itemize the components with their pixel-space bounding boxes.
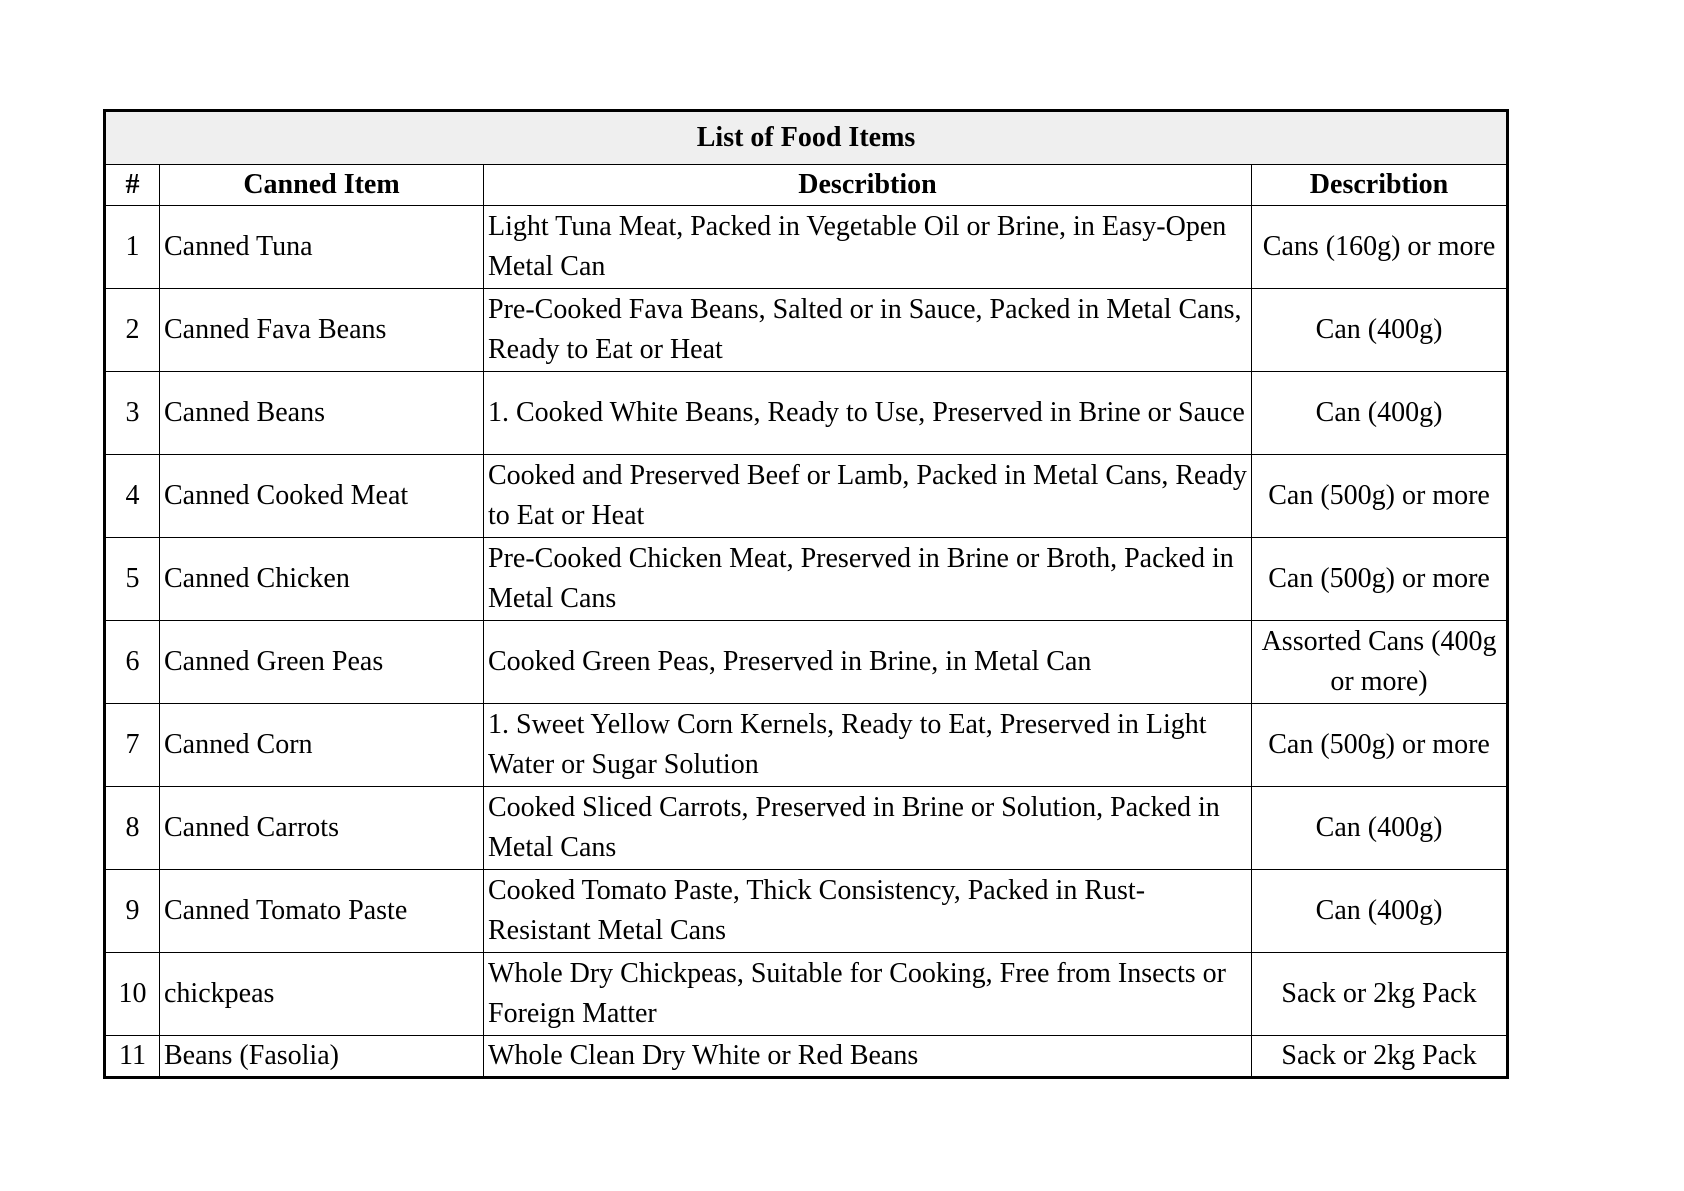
item-description: Pre-Cooked Fava Beans, Salted or in Sauce, Packed in Metal Cans, Ready to Eat or Heat: [484, 289, 1252, 372]
item-name: Canned Green Peas: [160, 621, 484, 704]
item-packaging: Sack or 2kg Pack: [1252, 953, 1508, 1036]
item-packaging: Can (400g): [1252, 372, 1508, 455]
row-number: 3: [105, 372, 160, 455]
table-row: [105, 870, 1508, 953]
row-number: 1: [105, 206, 160, 289]
table-row: [105, 621, 1508, 704]
column-header-description: Describtion: [484, 165, 1252, 206]
item-description: Cooked and Preserved Beef or Lamb, Packed in Metal Cans, Ready to Eat or Heat: [484, 455, 1252, 538]
item-packaging: Sack or 2kg Pack: [1252, 1036, 1508, 1078]
item-description: Cooked Tomato Paste, Thick Consistency, Packed in Rust-Resistant Metal Cans: [484, 870, 1252, 953]
item-packaging: Cans (160g) or more: [1252, 206, 1508, 289]
item-name: Canned Chicken: [160, 538, 484, 621]
item-packaging: Assorted Cans (400g or more): [1252, 621, 1508, 704]
item-name: Canned Tomato Paste: [160, 870, 484, 953]
item-name: Beans (Fasolia): [160, 1036, 484, 1078]
item-description: Whole Dry Chickpeas, Suitable for Cooking, Free from Insects or Foreign Matter: [484, 953, 1252, 1036]
item-packaging: Can (500g) or more: [1252, 538, 1508, 621]
table-title-row: [105, 111, 1508, 165]
row-number: 4: [105, 455, 160, 538]
table-row: [105, 455, 1508, 538]
item-description: Whole Clean Dry White or Red Beans: [484, 1036, 1252, 1078]
item-packaging: Can (500g) or more: [1252, 704, 1508, 787]
item-packaging: Can (500g) or more: [1252, 455, 1508, 538]
item-name: Canned Beans: [160, 372, 484, 455]
row-number: 5: [105, 538, 160, 621]
item-description: 1. Cooked White Beans, Ready to Use, Preserved in Brine or Sauce: [484, 372, 1252, 455]
item-name: chickpeas: [160, 953, 484, 1036]
table-row: [105, 787, 1508, 870]
row-number: 6: [105, 621, 160, 704]
item-name: Canned Cooked Meat: [160, 455, 484, 538]
table-row: [105, 953, 1508, 1036]
table-row: [105, 289, 1508, 372]
item-packaging: Can (400g): [1252, 787, 1508, 870]
item-packaging: Can (400g): [1252, 870, 1508, 953]
item-description: Cooked Green Peas, Preserved in Brine, in Metal Can: [484, 621, 1252, 704]
row-number: 10: [105, 953, 160, 1036]
table-header-row: [105, 165, 1508, 206]
row-number: 11: [105, 1036, 160, 1078]
row-number: 9: [105, 870, 160, 953]
column-header-item: Canned Item: [160, 165, 484, 206]
item-name: Canned Carrots: [160, 787, 484, 870]
item-packaging: Can (400g): [1252, 289, 1508, 372]
row-number: 8: [105, 787, 160, 870]
table-row: [105, 206, 1508, 289]
table-title: List of Food Items: [105, 111, 1508, 165]
table-row: [105, 372, 1508, 455]
table-row: [105, 538, 1508, 621]
item-name: Canned Corn: [160, 704, 484, 787]
row-number: 2: [105, 289, 160, 372]
row-number: 7: [105, 704, 160, 787]
item-description: Pre-Cooked Chicken Meat, Preserved in Brine or Broth, Packed in Metal Cans: [484, 538, 1252, 621]
item-name: Canned Fava Beans: [160, 289, 484, 372]
column-header-number: #: [105, 165, 160, 206]
column-header-packaging: Describtion: [1252, 165, 1508, 206]
table-row: [105, 704, 1508, 787]
table-row: [105, 1036, 1508, 1078]
item-name: Canned Tuna: [160, 206, 484, 289]
item-description: Light Tuna Meat, Packed in Vegetable Oil or Brine, in Easy-Open Metal Can: [484, 206, 1252, 289]
item-description: 1. Sweet Yellow Corn Kernels, Ready to Eat, Preserved in Light Water or Sugar Solution: [484, 704, 1252, 787]
item-description: Cooked Sliced Carrots, Preserved in Brine or Solution, Packed in Metal Cans: [484, 787, 1252, 870]
food-items-table: [103, 109, 1509, 1079]
